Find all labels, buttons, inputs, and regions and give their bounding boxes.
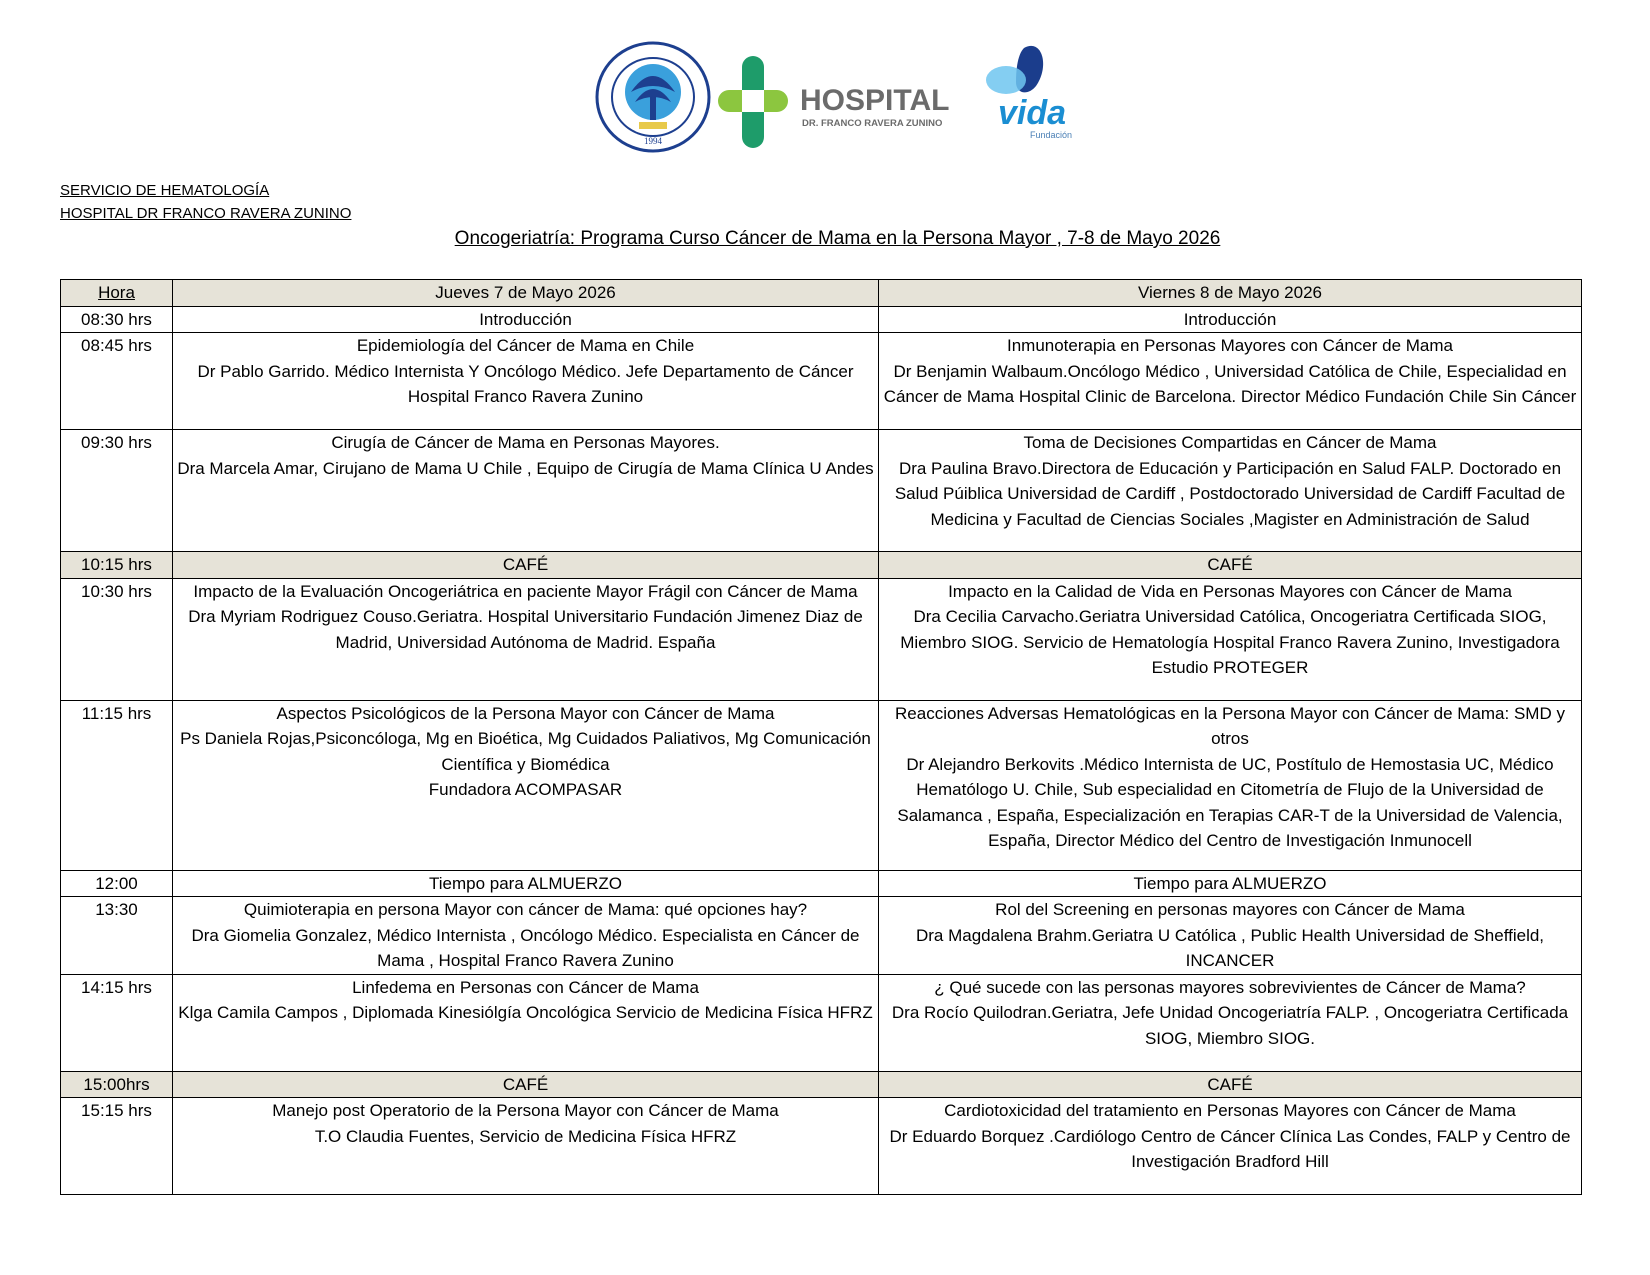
- col-header-thursday: Jueves 7 de Mayo 2026: [173, 280, 879, 307]
- speaker-info: Dr Alejandro Berkovits .Médico Internista de UC, Postítulo de Hemostasia UC, Médico Hematólogo U. Chile, Sub especialidad en Citometría de Flujo de la Universidad de Salamanca , España, Especialización en Terapias CAR-T de la Universidad de Valencia, España, Director Médico del Centro de Investigación Inmunocell: [897, 754, 1563, 850]
- session-title: Tiempo para ALMUERZO: [1133, 873, 1327, 893]
- session-title: CAFÉ: [1207, 1074, 1253, 1094]
- svg-text:HOSPITAL: HOSPITAL: [800, 84, 950, 117]
- session-row: [61, 578, 1582, 700]
- session-title: Impacto de la Evaluación Oncogeriátrica en paciente Mayor Frágil con Cáncer de Mama: [193, 581, 858, 601]
- speaker-info: Dra Rocío Quilodran.Geriatra, Jefe Unidad Oncogeriatría FALP. , Oncogeriatra Certificada SIOG, Miembro SIOG.: [891, 1003, 1569, 1048]
- session-row: [61, 306, 1582, 333]
- time-cell: 13:30: [61, 897, 173, 975]
- session-row: [61, 974, 1582, 1071]
- session-title: Rol del Screening en personas mayores con Cáncer de Mama: [995, 900, 1465, 919]
- friday-session-cell: [879, 974, 1582, 1071]
- time-cell: 08:30 hrs: [61, 306, 173, 333]
- speaker-info: Dr Eduardo Borquez .Cardiólogo Centro de Cáncer Clínica Las Condes, FALP y Centro de Investigación Bradford Hill: [889, 1126, 1571, 1171]
- thursday-session-cell: [173, 897, 879, 975]
- session-title: Inmunoterapia en Personas Mayores con Cáncer de Mama: [1006, 336, 1453, 355]
- session-row: [61, 430, 1582, 552]
- svg-text:DR. FRANCO RAVERA ZUNINO: DR. FRANCO RAVERA ZUNINO: [802, 118, 943, 129]
- session-title: Toma de Decisiones Compartidas en Cáncer de Mama: [1023, 433, 1437, 452]
- friday-session-cell: [879, 430, 1582, 552]
- session-title: Aspectos Psicológicos de la Persona Mayor con Cáncer de Mama: [276, 703, 775, 723]
- time-cell: 10:15 hrs: [61, 552, 173, 579]
- session-title: Quimioterapia en persona Mayor con cáncer de Mama: qué opciones hay?: [243, 900, 808, 919]
- speaker-info: Dra Giomelia Gonzalez, Médico Internista , Oncólogo Médico. Especialista en Cáncer de Mama , Hospital Franco Ravera Zunino: [191, 925, 860, 970]
- thursday-session-cell: [173, 552, 879, 579]
- session-title: Introducción: [1183, 309, 1277, 329]
- session-title: Impacto en la Calidad de Vida en Personas Mayores con Cáncer de Mama: [948, 581, 1512, 601]
- speaker-extra: Fundadora ACOMPASAR: [428, 780, 623, 799]
- session-title: Manejo post Operatorio de la Persona Mayor con Cáncer de Mama: [272, 1101, 779, 1120]
- hospital-line: HOSPITAL DR FRANCO RAVERA ZUNINO: [60, 205, 352, 222]
- program-title: Oncogeriatría: Programa Curso Cáncer de Mama en la Persona Mayor , 7-8 de Mayo 2026: [454, 228, 1221, 249]
- session-title: Epidemiología del Cáncer de Mama en Chile: [356, 336, 695, 355]
- time-cell: 14:15 hrs: [61, 974, 173, 1071]
- break-row: [61, 552, 1582, 579]
- session-title: Tiempo para ALMUERZO: [428, 873, 623, 893]
- speaker-info: Dr Benjamin Walbaum.Oncólogo Médico , Universidad Católica de Chile, Especialidad en Cáncer de Mama Hospital Clinic de Barcelona. Director Médico Fundación Chile Sin Cáncer: [883, 361, 1577, 406]
- thursday-session-cell: [173, 1071, 879, 1098]
- session-title: CAFÉ: [502, 555, 549, 574]
- time-cell: 10:30 hrs: [61, 578, 173, 700]
- session-title: Linfedema en Personas con Cáncer de Mama: [352, 977, 699, 997]
- friday-session-cell: [879, 700, 1582, 870]
- time-cell: 09:30 hrs: [61, 430, 173, 552]
- friday-session-cell: [879, 552, 1582, 579]
- session-row: [61, 700, 1582, 870]
- session-title: ¿ Qué sucede con las personas mayores sobrevivientes de Cáncer de Mama?: [934, 977, 1526, 997]
- schedule-body: [61, 306, 1582, 1195]
- speaker-info: Dra Paulina Bravo.Directora de Educación y Participación en Salud FALP. Doctorado en Salud Púiblica Universidad de Cardiff , Postdoctorado Universidad de Cardiff Facultad de Medicina y Facultad de Ciencias Sociales ,Magister en Administración de Salud: [894, 458, 1566, 529]
- speaker-info: Dra Cecilia Carvacho.Geriatra Universidad Católica, Oncogeriatra Certificada SIOG, Miembro SIOG. Servicio de Hematología Hospital Franco Ravera Zunino, Investigadora Estudio PROTEGER: [900, 607, 1560, 677]
- logo-bar: [0, 30, 1650, 160]
- session-title: Reacciones Adversas Hematológicas en la Persona Mayor con Cáncer de Mama: SMD y otros: [895, 703, 1565, 748]
- thursday-session-cell: [173, 333, 879, 430]
- col-header-friday: Viernes 8 de Mayo 2026: [879, 280, 1582, 307]
- schedule-table: [60, 279, 1582, 1195]
- time-cell: 15:15 hrs: [61, 1098, 173, 1195]
- session-title: Cirugía de Cáncer de Mama en Personas Mayores.: [331, 433, 720, 452]
- society-seal-logo: [593, 40, 713, 156]
- friday-session-cell: [879, 306, 1582, 333]
- speaker-info: Dra Myriam Rodriguez Couso.Geriatra. Hospital Universitario Fundación Jimenez Diaz de Madrid, Universidad Autónoma de Madrid. España: [188, 607, 863, 652]
- time-cell: 15:00hrs: [61, 1071, 173, 1098]
- friday-session-cell: [879, 1071, 1582, 1098]
- svg-text:vida: vida: [998, 94, 1067, 132]
- hospital-logo: [718, 52, 958, 152]
- friday-session-cell: [879, 1098, 1582, 1195]
- speaker-info: Dr Pablo Garrido. Médico Internista Y Oncólogo Médico. Jefe Departamento de Cáncer Hospital Franco Ravera Zunino: [197, 361, 854, 406]
- thursday-session-cell: [173, 870, 879, 897]
- svg-text:1994: 1994: [644, 136, 662, 146]
- svg-text:Fundación: Fundación: [1030, 130, 1073, 140]
- speaker-info: Ps Daniela Rojas,Psiconcóloga, Mg en Bioética, Mg Cuidados Paliativos, Mg Comunicación Científica y Biomédica: [180, 729, 871, 774]
- thursday-session-cell: [173, 430, 879, 552]
- thursday-session-cell: [173, 306, 879, 333]
- speaker-info: Dra Marcela Amar, Cirujano de Mama U Chile , Equipo de Cirugía de Mama Clínica U Andes: [177, 458, 874, 478]
- session-title: Introducción: [479, 309, 572, 329]
- friday-session-cell: [879, 870, 1582, 897]
- thursday-session-cell: [173, 700, 879, 870]
- department-line: SERVICIO DE HEMATOLOGÍA: [60, 182, 270, 199]
- session-row: [61, 870, 1582, 897]
- session-title: Cardiotoxicidad del tratamiento en Personas Mayores con Cáncer de Mama: [944, 1101, 1516, 1120]
- session-row: [61, 333, 1582, 430]
- speaker-info: T.O Claudia Fuentes, Servicio de Medicina Física HFRZ: [314, 1126, 737, 1146]
- speaker-info: Klga Camila Campos , Diplomada Kinesiólgía Oncológica Servicio de Medicina Física HFRZ: [178, 1003, 873, 1022]
- friday-session-cell: [879, 897, 1582, 975]
- session-row: [61, 897, 1582, 975]
- session-row: [61, 1098, 1582, 1195]
- time-cell: 12:00: [61, 870, 173, 897]
- friday-session-cell: [879, 578, 1582, 700]
- thursday-session-cell: [173, 578, 879, 700]
- table-header-row: [61, 280, 1582, 307]
- session-title: CAFÉ: [1207, 555, 1253, 574]
- session-title: CAFÉ: [502, 1074, 549, 1094]
- speaker-info: Dra Magdalena Brahm.Geriatra U Católica , Public Health Universidad de Sheffield, INCANCER: [915, 925, 1545, 970]
- break-row: [61, 1071, 1582, 1098]
- time-cell: 08:45 hrs: [61, 333, 173, 430]
- col-header-hora: Hora: [61, 280, 173, 307]
- thursday-session-cell: [173, 1098, 879, 1195]
- friday-session-cell: [879, 333, 1582, 430]
- thursday-session-cell: [173, 974, 879, 1071]
- fundacion-vida-logo: [972, 38, 1082, 148]
- time-cell: 11:15 hrs: [61, 700, 173, 870]
